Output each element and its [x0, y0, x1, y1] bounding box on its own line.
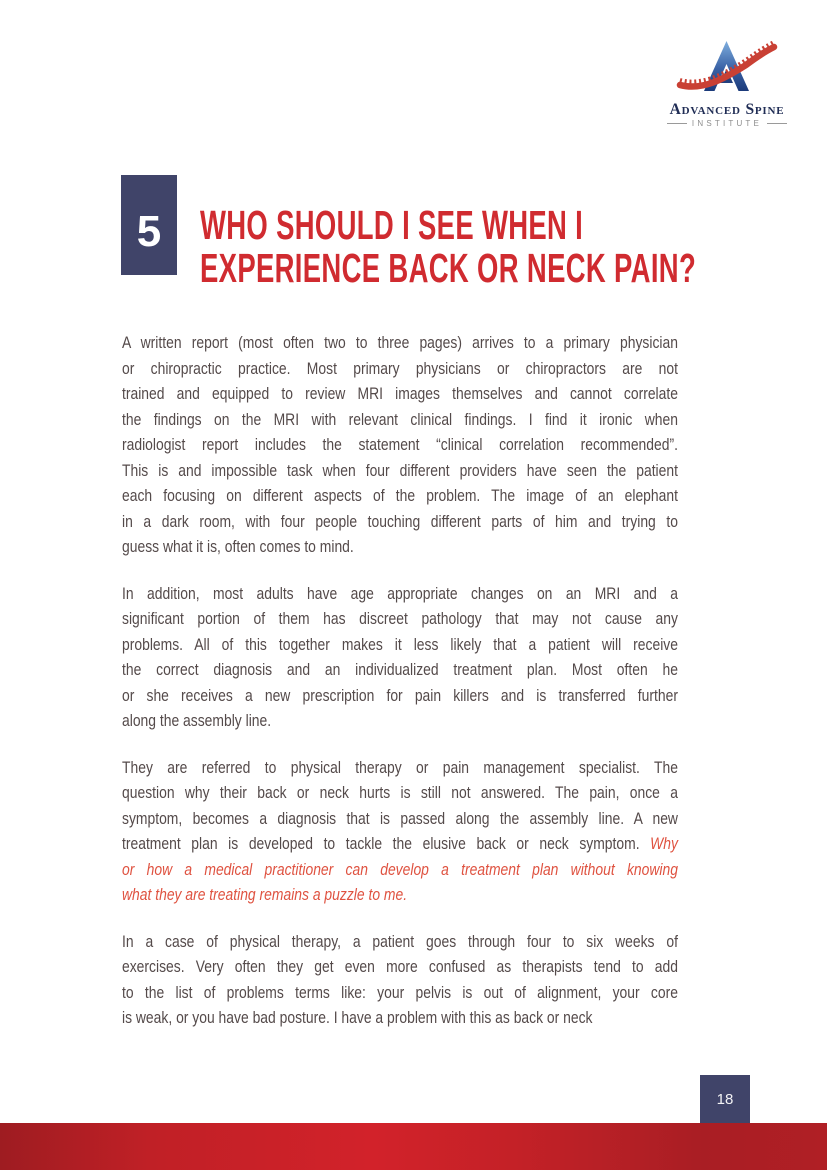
body-text: They are referred to physical therapy or pain management specialist. The [122, 757, 678, 777]
text-line [122, 683, 678, 709]
text-line [122, 509, 678, 535]
body-text: radiologist report includes the statement “clinical correlation recommended”. [122, 435, 678, 454]
chapter-title-line1: WHO SHOULD I SEE WHEN I [200, 202, 584, 248]
text-line [122, 882, 678, 908]
body-text: exercises. Very often they get even more confused as therapists tend to add [122, 957, 678, 976]
paragraph [122, 581, 678, 734]
logo-subtitle-row [660, 119, 794, 128]
text-line [122, 857, 678, 883]
body-text: or chiropractic practice. Most primary physicians or chiropractors are not [122, 358, 678, 378]
text-line [122, 581, 678, 607]
body-text: along the assembly line. [122, 711, 272, 730]
body-text: A written report (most often two to three pages) arrives to a primary physician [122, 333, 678, 352]
logo [660, 36, 794, 128]
text-line [122, 432, 678, 458]
text-line [122, 831, 678, 857]
body-text: is weak, or you have bad posture. I have a problem with this as back or neck [122, 1008, 593, 1027]
body-text: In addition, most adults have age appropriate changes on an MRI and a [122, 583, 678, 603]
text-line [122, 458, 678, 484]
text-line [122, 407, 678, 433]
emphasized-text: or how a medical practitioner can develop a treatment plan without knowing [122, 859, 678, 879]
text-line [122, 657, 678, 683]
logo-a-spine-icon [662, 36, 792, 100]
text-line [122, 381, 678, 407]
body-text: question why their back or neck hurts is still not answered. The pain, once a [122, 783, 678, 802]
emphasized-text: Why [650, 834, 678, 853]
text-line [122, 632, 678, 658]
body-text: In a case of physical therapy, a patient goes through four to six weeks of [122, 931, 678, 951]
text-line [122, 330, 678, 356]
text-line [122, 929, 678, 955]
body-paragraphs [122, 330, 678, 1052]
text-line [122, 356, 678, 382]
body-text: the correct diagnosis and an individualized treatment plan. Most often he [122, 660, 678, 679]
logo-rule-left [667, 123, 687, 124]
text-line [122, 708, 678, 734]
text-line [122, 1005, 678, 1031]
text-line [122, 534, 678, 560]
text-line [122, 806, 678, 832]
body-text: the findings on the MRI with relevant clinical findings. I find it ironic when [122, 409, 678, 429]
body-text: trained and equipped to review MRI images themselves and cannot correlate [122, 384, 678, 403]
body-text: each focusing on different aspects of the problem. The image of an elephant [122, 486, 678, 505]
text-line [122, 606, 678, 632]
text-line [122, 954, 678, 980]
body-text: or she receives a new prescription for pain killers and is transferred further [122, 685, 678, 705]
chapter-number-badge [121, 175, 177, 275]
body-text: in a dark room, with four people touching different parts of him and trying to [122, 511, 678, 531]
logo-name: Advanced Spine [669, 101, 785, 118]
body-text: problems. All of this together makes it less likely that a patient will receive [122, 634, 678, 654]
chapter-title-line2: EXPERIENCE BACK OR NECK PAIN? [200, 245, 697, 291]
text-line [122, 483, 678, 509]
page-number-badge [700, 1075, 750, 1123]
chapter-title [200, 204, 696, 290]
body-text: This is and impossible task when four different providers have seen the patient [122, 460, 678, 480]
logo-rule-right [767, 123, 787, 124]
logo-subtitle: INSTITUTE [691, 119, 763, 128]
body-text: guess what it is, often comes to mind. [122, 537, 354, 556]
text-line [122, 780, 678, 806]
page-number: 18 [716, 1090, 734, 1108]
emphasized-text: what they are treating remains a puzzle to me. [122, 885, 408, 904]
body-text: significant portion of them has discreet pathology that may not cause any [122, 609, 678, 628]
text-line [122, 755, 678, 781]
footer-bar [0, 1123, 827, 1170]
body-text: treatment plan is developed to tackle the elusive back or neck symptom. [122, 834, 651, 853]
paragraph [122, 929, 678, 1031]
text-line [122, 980, 678, 1006]
body-text: to the list of problems terms like: your pelvis is out of alignment, your core [122, 982, 678, 1002]
chapter-number: 5 [136, 207, 162, 256]
body-text: symptom, becomes a diagnosis that is passed along the assembly line. A new [122, 808, 678, 828]
paragraph [122, 330, 678, 560]
paragraph [122, 755, 678, 908]
